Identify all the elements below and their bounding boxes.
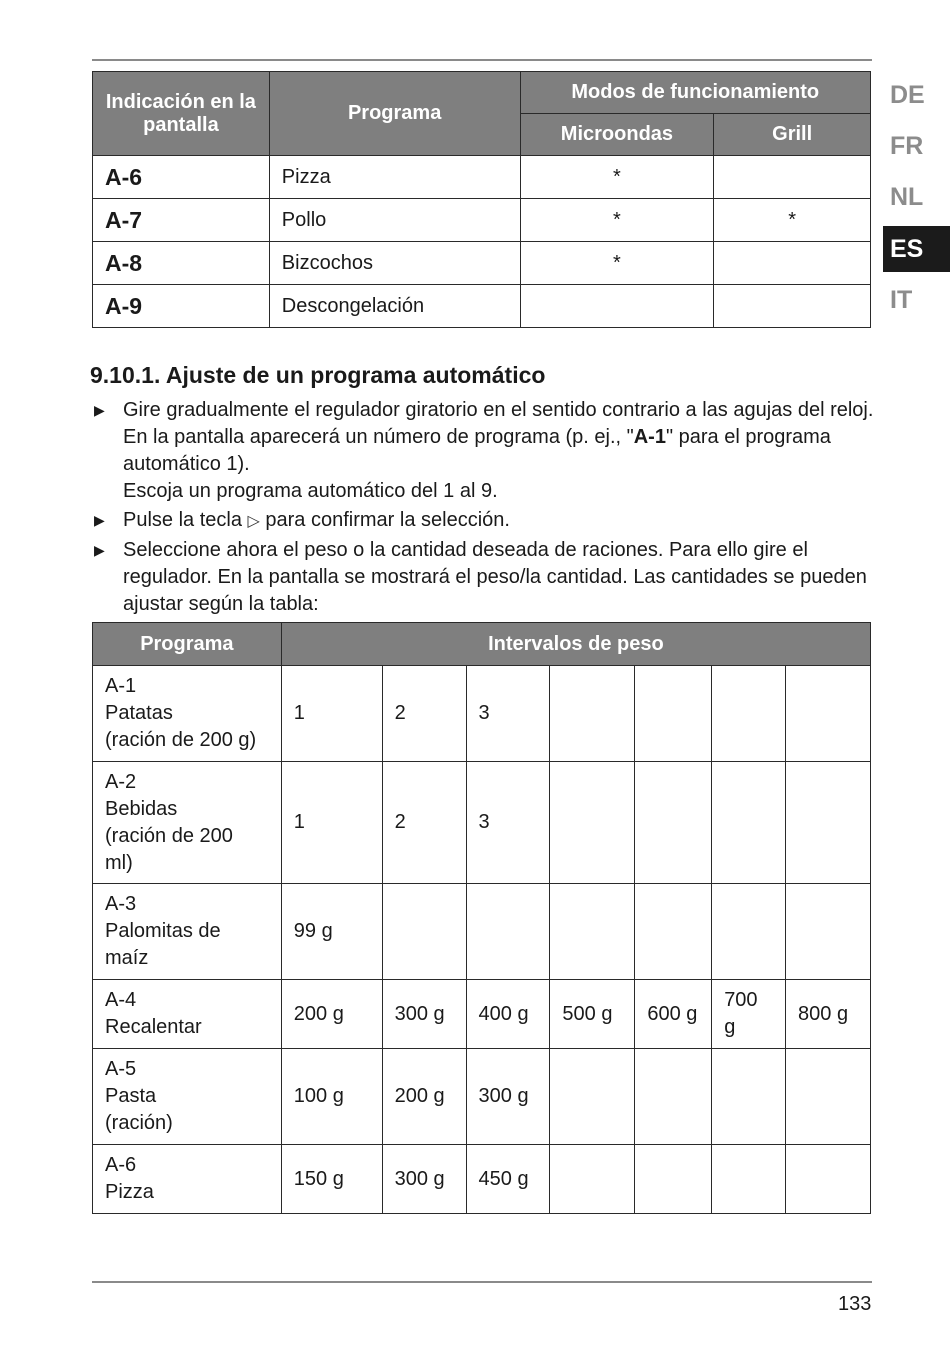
weight-value: 200 g <box>281 980 382 1049</box>
table-row <box>93 666 871 762</box>
microwave-mark: * <box>520 199 714 242</box>
program-line: A-5 <box>105 1058 137 1080</box>
weight-value <box>550 884 635 980</box>
weight-value <box>712 762 786 884</box>
weight-value <box>635 762 712 884</box>
weight-table-body <box>93 666 871 1214</box>
bottom-rule <box>92 1281 872 1283</box>
weight-value: 150 g <box>281 1145 382 1214</box>
weight-value <box>786 666 871 762</box>
program-cell <box>93 666 282 762</box>
triangle-bullet-icon: ▶ <box>94 542 105 558</box>
weight-value <box>466 884 550 980</box>
program-line: Pizza <box>105 1181 154 1203</box>
weight-value <box>550 666 635 762</box>
weight-value <box>786 1145 871 1214</box>
weight-value: 600 g <box>635 980 712 1049</box>
table-row <box>93 1049 871 1145</box>
weight-value <box>712 1145 786 1214</box>
weight-value: 100 g <box>281 1049 382 1145</box>
instruction-steps <box>92 397 877 620</box>
language-tab-nl[interactable]: NL <box>890 183 924 211</box>
weight-value: 400 g <box>466 980 550 1049</box>
weight-value: 300 g <box>382 980 466 1049</box>
step-item <box>92 507 877 535</box>
top-rule <box>92 59 872 61</box>
weight-value <box>786 884 871 980</box>
weight-value <box>382 884 466 980</box>
program-line: Pasta <box>105 1085 157 1107</box>
program-code: A-8 <box>93 242 270 285</box>
weight-value <box>550 1049 635 1145</box>
weight-intervals-table <box>92 622 871 1214</box>
table-row <box>93 762 871 884</box>
program-line: (ración de 200 g) <box>105 729 257 751</box>
program-cell <box>93 884 282 980</box>
step-item <box>92 537 877 618</box>
weight-value <box>786 1049 871 1145</box>
header-program: Programa <box>269 72 520 156</box>
header-program: Programa <box>93 623 282 666</box>
program-line: Recalentar <box>105 1016 202 1038</box>
weight-value <box>712 1049 786 1145</box>
weight-value: 450 g <box>466 1145 550 1214</box>
table-row <box>93 156 871 199</box>
program-name: Descongelación <box>269 285 520 328</box>
step-text: Seleccione ahora el peso o la cantidad deseada de raciones. Para ello gire el regulador. En la pantalla se mostrará el peso/la cantidad. Las cantidades se pueden ajustar según la tabla: <box>123 539 867 615</box>
weight-value: 200 g <box>382 1049 466 1145</box>
weight-value: 700 g <box>712 980 786 1049</box>
weight-value <box>786 762 871 884</box>
weight-value <box>635 666 712 762</box>
grill-mark <box>714 242 871 285</box>
program-cell <box>93 980 282 1049</box>
program-name: Pollo <box>269 199 520 242</box>
program-code: A-6 <box>93 156 270 199</box>
language-tabs <box>883 70 950 326</box>
weight-value <box>712 884 786 980</box>
grill-mark <box>714 285 871 328</box>
table-row <box>93 1145 871 1214</box>
weight-value: 500 g <box>550 980 635 1049</box>
program-line: Patatas <box>105 702 173 724</box>
header-weight-intervals: Intervalos de peso <box>281 623 870 666</box>
weight-value: 1 <box>281 666 382 762</box>
program-line: (ración de 200 <box>105 824 233 847</box>
table-row <box>93 242 871 285</box>
triangle-bullet-icon: ▶ <box>94 402 105 418</box>
microwave-mark <box>520 285 714 328</box>
table-row <box>93 884 871 980</box>
table-row <box>93 285 871 328</box>
program-cell <box>93 1145 282 1214</box>
program-line: ml) <box>105 851 133 874</box>
program-line: A-6 <box>105 1154 137 1176</box>
program-name: Pizza <box>269 156 520 199</box>
weight-value <box>635 884 712 980</box>
program-line: Bebidas <box>105 797 178 820</box>
grill-mark: * <box>714 199 871 242</box>
page-number: 133 <box>838 1293 872 1315</box>
program-line: maíz <box>105 947 149 969</box>
step-text: para confirmar la selección. <box>259 509 510 531</box>
table-row <box>93 980 871 1049</box>
header-microwave: Microondas <box>520 114 714 156</box>
program-line: (ración) <box>105 1112 173 1134</box>
program-line: A-1 <box>105 675 137 697</box>
section-title: 9.10.1. Ajuste de un programa automático <box>90 362 546 388</box>
table-row <box>93 199 871 242</box>
weight-value <box>635 1145 712 1214</box>
weight-value: 1 <box>281 762 382 884</box>
grill-mark <box>714 156 871 199</box>
language-tab-it[interactable]: IT <box>890 286 913 314</box>
microwave-mark: * <box>520 242 714 285</box>
triangle-bullet-icon: ▶ <box>94 512 105 528</box>
step-text: Gire gradualmente el regulador giratorio en el sentido contrario a las agujas del reloj. En la pantalla aparecerá un número de programa (p. ej., " <box>123 399 874 448</box>
program-code: A-9 <box>93 285 270 328</box>
step-text: " para el programa automático 1). <box>123 426 831 475</box>
program-code: A-7 <box>93 199 270 242</box>
weight-value <box>550 1145 635 1214</box>
weight-value <box>550 762 635 884</box>
weight-value <box>712 666 786 762</box>
weight-value: 2 <box>382 666 466 762</box>
weight-value: 99 g <box>281 884 382 980</box>
program-cell <box>93 762 282 884</box>
step-text: Pulse la tecla <box>123 509 248 531</box>
weight-value: 2 <box>382 762 466 884</box>
weight-value <box>635 1049 712 1145</box>
step-item <box>92 397 877 505</box>
language-tab-de[interactable]: DE <box>890 81 925 109</box>
language-tab-fr[interactable]: FR <box>890 132 924 160</box>
program-line: A-2 <box>105 770 137 793</box>
header-display: Indicación en la pantalla <box>93 72 270 156</box>
program-line: Palomitas de <box>105 920 221 942</box>
weight-value: 3 <box>466 762 550 884</box>
program-line: A-3 <box>105 893 137 915</box>
microwave-mark: * <box>520 156 714 199</box>
weight-value: 300 g <box>382 1145 466 1214</box>
weight-value: 800 g <box>786 980 871 1049</box>
header-modes: Modos de funcionamiento <box>520 72 870 114</box>
step-subtext: Escoja un programa automático del 1 al 9. <box>123 480 498 502</box>
language-tab-es[interactable]: ES <box>883 226 950 272</box>
program-code-inline: A-1 <box>633 426 666 448</box>
weight-value: 3 <box>466 666 550 762</box>
start-key-icon: ▷ <box>247 513 260 530</box>
program-name: Bizcochos <box>269 242 520 285</box>
weight-value: 300 g <box>466 1049 550 1145</box>
operation-modes-table <box>92 71 871 328</box>
header-grill: Grill <box>714 114 871 156</box>
program-cell <box>93 1049 282 1145</box>
program-line: A-4 <box>105 989 137 1011</box>
